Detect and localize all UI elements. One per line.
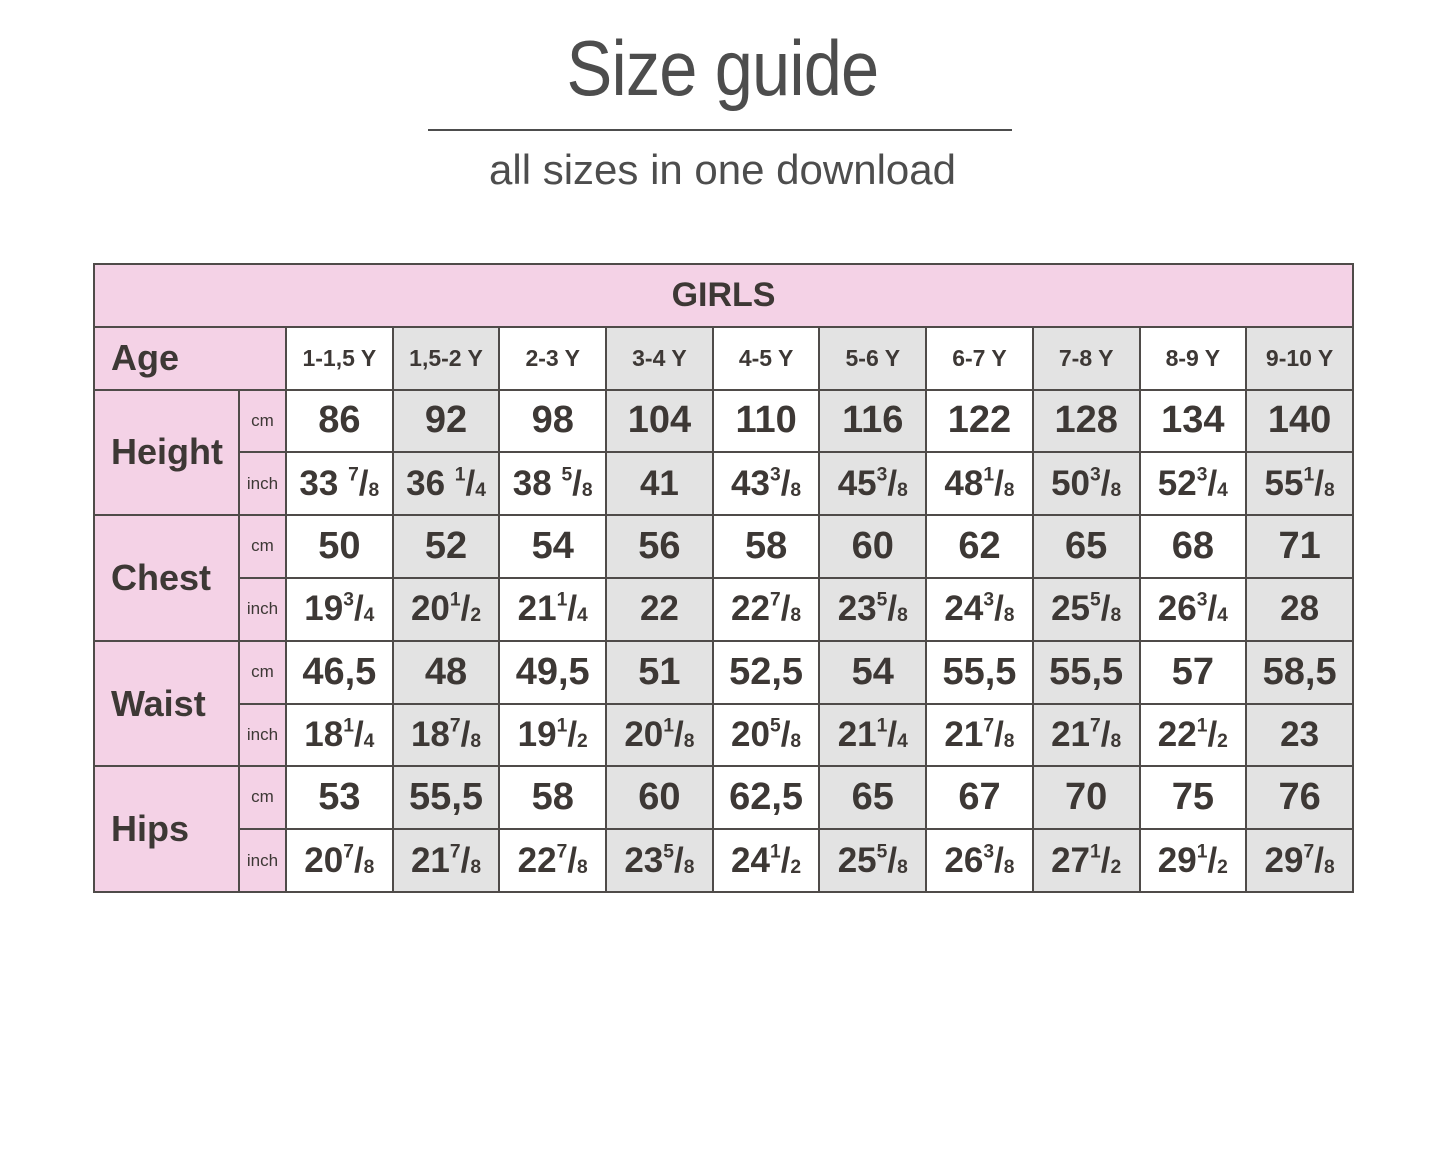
inch-whole: 48 [944,463,984,503]
inch-value-cell: $55^1/_8$ [1246,452,1353,515]
inch-value-cell: $52^3/_4$ [1140,452,1247,515]
inch-whole: 18 [410,714,450,754]
cm-value-cell: 52 [393,515,500,578]
fraction-numerator: 1 [1303,464,1315,486]
fraction-numerator: 5 [769,715,781,737]
fraction-numerator: 1 [769,841,781,863]
fraction-denominator: 8 [790,479,802,501]
fraction-denominator: 8 [1110,479,1122,501]
fraction-denominator: 8 [577,856,588,878]
inch-value-cell: $29^1/_2$ [1140,829,1247,892]
age-header-cell: 4-5 Y [713,327,820,390]
cm-value-cell: 65 [1033,515,1140,578]
hips-inch-row [94,829,1353,892]
fraction-numerator: 7 [1090,715,1101,737]
inch-whole: 21 [517,589,557,629]
banner-row [94,264,1353,327]
inch-whole: 21 [944,714,984,754]
inch-value-cell [606,452,713,515]
inch-value-cell: $43^3/_8$ [713,452,820,515]
inch-value-cell: $18^7/_8$ [393,704,500,767]
inch-whole: 38 [512,463,562,503]
inch-whole: 21 [410,840,450,880]
cm-value-cell: 58 [499,766,606,829]
cm-value-cell: 57 [1140,641,1247,704]
cm-value-cell: 53 [286,766,393,829]
fraction-numerator: 5 [663,841,674,863]
inch-value-cell: $26^3/_4$ [1140,578,1247,641]
page-subtitle: all sizes in one download [489,146,956,193]
chest-inch-row [94,578,1353,641]
inch-whole: 55 [1264,463,1304,503]
inch-value-cell: $23^5/_8$ [819,578,926,641]
fraction-numerator: 3 [343,589,354,611]
fraction-denominator: 2 [577,730,588,752]
fraction-numerator: 1 [1196,715,1208,737]
inch-whole: 22 [1157,714,1197,754]
fraction-numerator: 7 [449,715,461,737]
inch-whole: 23 [837,589,877,629]
waist-inch-row [94,704,1353,767]
fraction-numerator: 7 [449,841,461,863]
fraction-numerator: 1 [556,589,568,611]
inch-whole: 22 [731,589,770,629]
fraction-numerator: 3 [876,464,888,486]
table-banner: GIRLS [94,264,1353,327]
inch-whole: 52 [1157,463,1197,503]
fraction-numerator: 3 [769,464,781,486]
fraction-denominator: 4 [475,479,486,501]
fraction-denominator: 8 [1003,605,1015,627]
cm-value-cell: 65 [819,766,926,829]
inch-value-cell: $45^3/_8$ [819,452,926,515]
cm-value-cell: 134 [1140,390,1247,453]
cm-value-cell: 55,5 [393,766,500,829]
fraction-numerator: 5 [561,464,573,486]
cm-value-cell: 58,5 [1246,641,1353,704]
inch-value-cell: $29^7/_8$ [1246,829,1353,892]
cm-value-cell: 62,5 [713,766,820,829]
inch-whole: 22 [639,589,679,629]
fraction-numerator: 7 [983,715,995,737]
fraction-numerator: 1 [556,715,568,737]
inch-value-cell: 33 $^7/_8$ [286,452,393,515]
cm-value-cell: 92 [393,390,500,453]
inch-whole: 22 [517,840,557,880]
height-cm-row [94,390,1353,453]
fraction-numerator: 1 [663,715,674,737]
unit-label-inch: inch [239,578,286,641]
inch-whole: 29 [1264,840,1304,880]
inch-whole: 21 [1051,714,1091,754]
fraction-denominator: 4 [363,730,375,752]
inch-value-cell: $21^7/_8$ [393,829,500,892]
inch-whole: 43 [731,463,770,503]
inch-value-cell: $21^1/_4$ [499,578,606,641]
unit-label-inch: inch [239,452,286,515]
age-header-cell: 7-8 Y [1033,327,1140,390]
fraction-denominator: 8 [1110,730,1122,752]
fraction-numerator: 7 [343,841,354,863]
unit-label-cm: cm [239,390,286,453]
cm-value-cell: 54 [819,641,926,704]
cm-value-cell: 71 [1246,515,1353,578]
inch-whole: 50 [1051,463,1091,503]
cm-value-cell: 58 [713,515,820,578]
cm-value-cell: 55,5 [926,641,1033,704]
fraction-numerator: 1 [449,589,461,611]
cm-value-cell: 67 [926,766,1033,829]
inch-value-cell: $19^3/_4$ [286,578,393,641]
fraction-numerator: 7 [769,589,781,611]
fraction-denominator: 8 [363,856,375,878]
inch-value-cell: 38 $^5/_8$ [499,452,606,515]
measurement-label-chest: Chest [94,515,239,641]
fraction-numerator: 5 [1090,589,1101,611]
inch-whole: 27 [1051,840,1091,880]
cm-value-cell: 50 [286,515,393,578]
inch-whole: 33 [299,463,349,503]
fraction-numerator: 1 [876,715,888,737]
age-header-cell: 8-9 Y [1140,327,1247,390]
fraction-denominator: 8 [790,605,802,627]
inch-whole: 45 [837,463,877,503]
cm-value-cell: 70 [1033,766,1140,829]
inch-whole: 28 [1280,589,1320,629]
fraction-denominator: 8 [1003,856,1015,878]
inch-value-cell: $25^5/_8$ [1033,578,1140,641]
inch-value-cell: $24^3/_8$ [926,578,1033,641]
inch-whole: 23 [624,840,664,880]
inch-value-cell: $24^1/_2$ [713,829,820,892]
inch-whole: 20 [410,589,450,629]
unit-label-cm: cm [239,641,286,704]
fraction-numerator: 3 [1090,464,1101,486]
fraction-numerator: 5 [876,589,888,611]
cm-value-cell: 75 [1140,766,1247,829]
fraction-denominator: 2 [1217,856,1228,878]
inch-value-cell: $21^7/_8$ [926,704,1033,767]
inch-whole: 36 [406,463,455,503]
fraction-denominator: 4 [1217,479,1228,501]
inch-whole: 29 [1157,840,1197,880]
inch-value-cell [606,578,713,641]
fraction-denominator: 8 [1003,730,1015,752]
inch-value-cell: $21^1/_4$ [819,704,926,767]
inch-value-cell: $27^1/_2$ [1033,829,1140,892]
inch-whole: 25 [837,840,877,880]
fraction-denominator: 2 [790,856,802,878]
fraction-denominator: 2 [470,605,482,627]
fraction-denominator: 8 [1323,856,1335,878]
cm-value-cell: 55,5 [1033,641,1140,704]
chest-cm-row [94,515,1353,578]
cm-value-cell: 76 [1246,766,1353,829]
fraction-denominator: 4 [363,605,375,627]
inch-whole: 19 [517,714,557,754]
fraction-numerator: 7 [1303,841,1315,863]
inch-whole: 24 [731,840,770,880]
unit-label-inch: inch [239,704,286,767]
hips-cm-row [94,766,1353,829]
fraction-denominator: 8 [897,605,908,627]
cm-value-cell: 104 [606,390,713,453]
inch-whole: 26 [1157,589,1197,629]
measurement-label-height: Height [94,390,239,516]
inch-whole: 24 [944,589,984,629]
inch-whole: 18 [304,714,344,754]
cm-value-cell: 46,5 [286,641,393,704]
age-row [94,327,1353,390]
inch-value-cell: $23^5/_8$ [606,829,713,892]
cm-value-cell: 110 [713,390,820,453]
inch-value-cell [1246,704,1353,767]
fraction-numerator: 1 [343,715,354,737]
cm-value-cell: 60 [819,515,926,578]
fraction-denominator: 8 [581,479,593,501]
cm-value-cell: 62 [926,515,1033,578]
inch-value-cell: $22^1/_2$ [1140,704,1247,767]
fraction-numerator: 7 [348,464,359,486]
fraction-denominator: 4 [897,730,908,752]
inch-whole: 26 [944,840,984,880]
inch-whole: 20 [624,714,664,754]
fraction-denominator: 2 [1110,856,1122,878]
inch-whole: 23 [1280,714,1320,754]
fraction-denominator: 8 [470,730,482,752]
fraction-denominator: 8 [790,730,802,752]
fraction-denominator: 8 [897,479,908,501]
fraction-numerator: 7 [556,841,568,863]
inch-value-cell: $22^7/_8$ [499,829,606,892]
age-header-cell: 2-3 Y [499,327,606,390]
inch-whole: 20 [731,714,770,754]
inch-value-cell: 36 $^1/_4$ [393,452,500,515]
cm-value-cell: 140 [1246,390,1353,453]
fraction-denominator: 8 [368,479,380,501]
inch-value-cell: $26^3/_8$ [926,829,1033,892]
age-header-cell: 1-1,5 Y [286,327,393,390]
size-table [93,263,1354,893]
fraction-denominator: 4 [1217,605,1228,627]
inch-value-cell: $20^5/_8$ [713,704,820,767]
inch-value-cell: $20^1/_8$ [606,704,713,767]
inch-value-cell: $50^3/_8$ [1033,452,1140,515]
age-header-cell: 6-7 Y [926,327,1033,390]
cm-value-cell: 51 [606,641,713,704]
fraction-numerator: 1 [454,464,466,486]
inch-whole: 41 [639,463,679,503]
cm-value-cell: 122 [926,390,1033,453]
inch-value-cell: $22^7/_8$ [713,578,820,641]
inch-whole: 19 [304,589,344,629]
inch-value-cell: $48^1/_8$ [926,452,1033,515]
cm-value-cell: 60 [606,766,713,829]
fraction-denominator: 8 [1003,479,1015,501]
measurement-label-waist: Waist [94,641,239,767]
inch-value-cell: $18^1/_4$ [286,704,393,767]
fraction-numerator: 1 [1090,841,1101,863]
cm-value-cell: 56 [606,515,713,578]
unit-label-cm: cm [239,515,286,578]
cm-value-cell: 52,5 [713,641,820,704]
inch-whole: 20 [304,840,344,880]
fraction-denominator: 8 [897,856,908,878]
fraction-denominator: 4 [577,605,588,627]
inch-whole: 25 [1051,589,1091,629]
cm-value-cell: 49,5 [499,641,606,704]
fraction-denominator: 8 [470,856,482,878]
cm-value-cell: 54 [499,515,606,578]
age-label: Age [94,327,286,390]
fraction-denominator: 2 [1217,730,1228,752]
size-table-body [94,264,1353,892]
inch-value-cell: $19^1/_2$ [499,704,606,767]
age-header-cell: 1,5-2 Y [393,327,500,390]
fraction-numerator: 1 [1196,841,1208,863]
waist-cm-row [94,641,1353,704]
age-header-cell: 5-6 Y [819,327,926,390]
fraction-numerator: 3 [983,589,995,611]
height-inch-row [94,452,1353,515]
inch-value-cell [1246,578,1353,641]
fraction-numerator: 3 [1196,464,1208,486]
page-title: Size guide [566,24,879,112]
measurement-label-hips: Hips [94,766,239,892]
unit-label-cm: cm [239,766,286,829]
fraction-numerator: 3 [983,841,995,863]
cm-value-cell: 116 [819,390,926,453]
cm-value-cell: 68 [1140,515,1247,578]
inch-whole: 21 [837,714,877,754]
fraction-numerator: 3 [1196,589,1208,611]
cm-value-cell: 86 [286,390,393,453]
inch-value-cell: $20^1/_2$ [393,578,500,641]
fraction-denominator: 8 [1323,479,1335,501]
inch-value-cell: $25^5/_8$ [819,829,926,892]
fraction-denominator: 8 [683,730,695,752]
title-divider [428,129,1012,131]
fraction-numerator: 5 [876,841,888,863]
inch-value-cell: $21^7/_8$ [1033,704,1140,767]
inch-value-cell: $20^7/_8$ [286,829,393,892]
unit-label-inch: inch [239,829,286,892]
fraction-denominator: 8 [1110,605,1122,627]
cm-value-cell: 48 [393,641,500,704]
age-header-cell: 3-4 Y [606,327,713,390]
age-header-cell: 9-10 Y [1246,327,1353,390]
fraction-denominator: 8 [683,856,695,878]
cm-value-cell: 128 [1033,390,1140,453]
cm-value-cell: 98 [499,390,606,453]
fraction-numerator: 1 [983,464,995,486]
